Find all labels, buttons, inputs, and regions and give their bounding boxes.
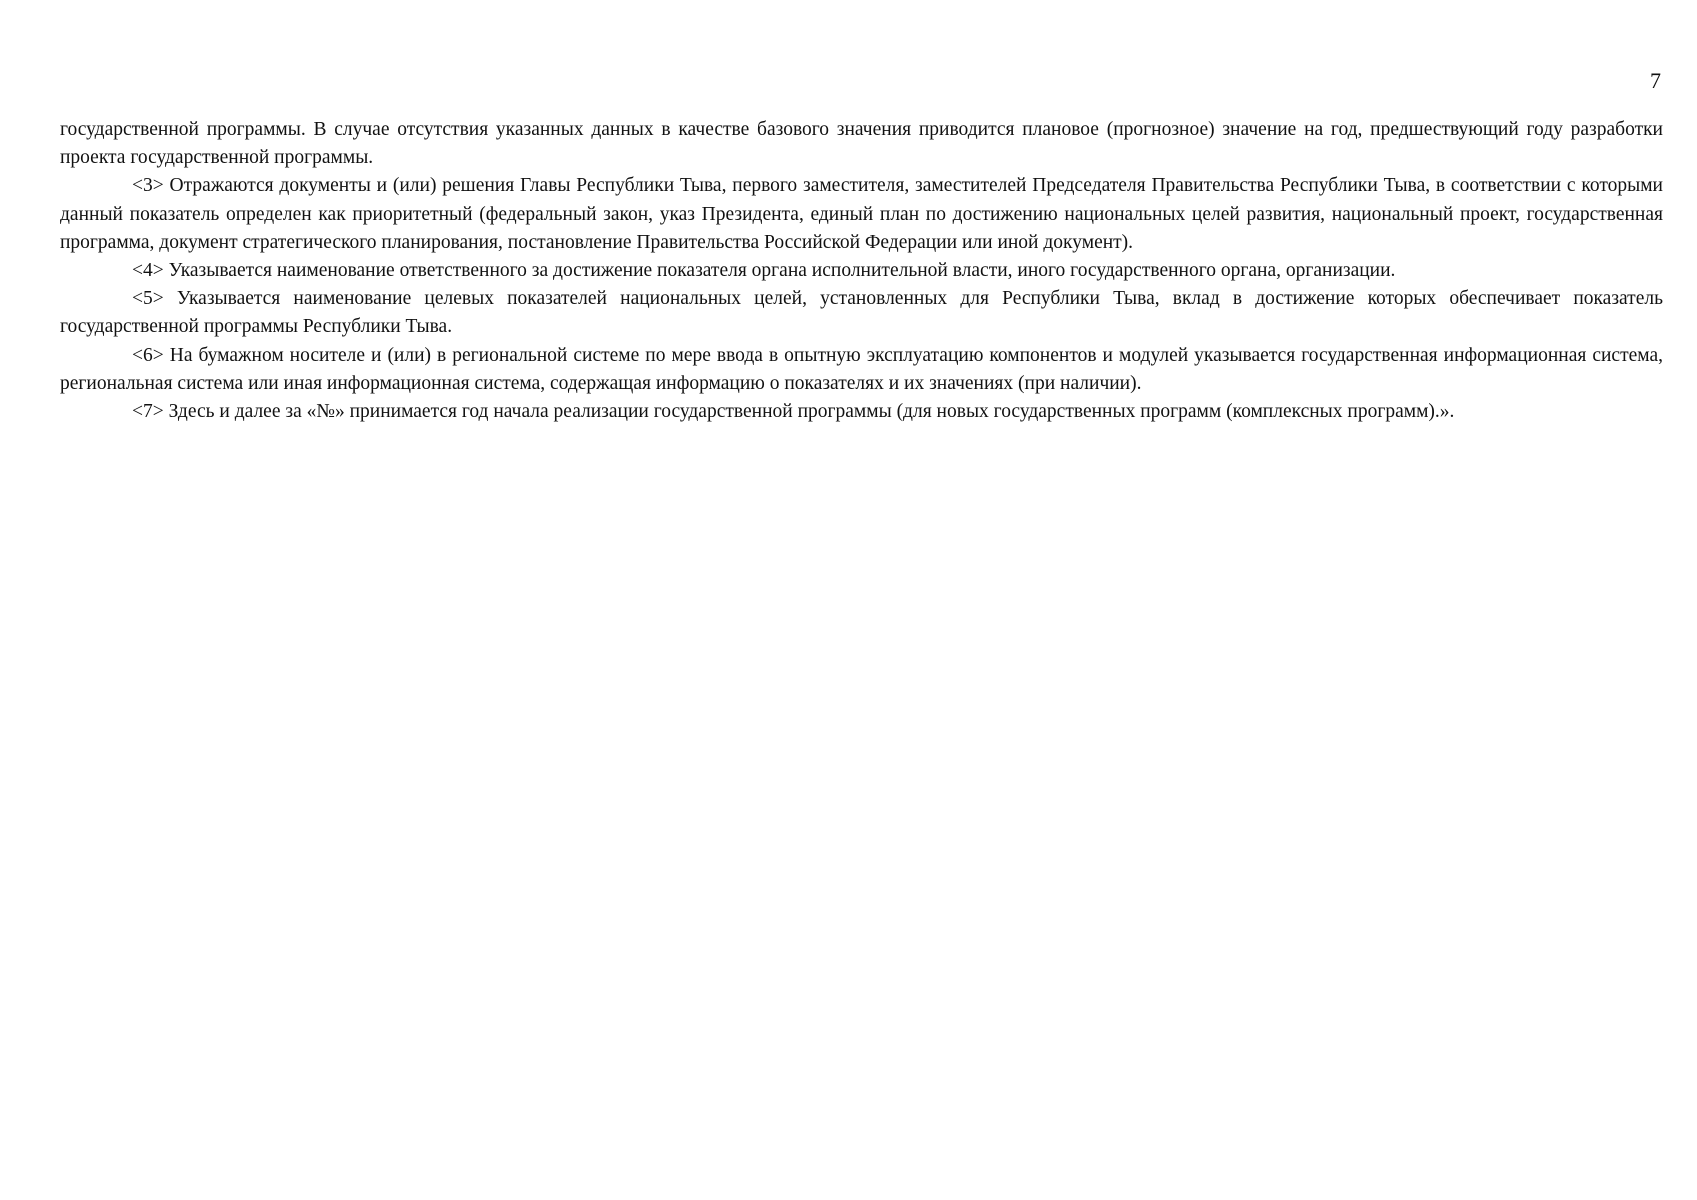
footnote-7: <7> Здесь и далее за «№» принимается год начала реализации государственной программы (для новых государственных программ (комплексных программ).». xyxy=(132,401,1455,423)
footnote-3: <3> Отражаются документы и (или) решения Главы Республики Тыва, первого заместителя, заместителей Председателя Правительства Республики Тыва, в соответствии с которыми данный показатель определен как приоритетный (федеральный закон, указ Президента, единый план по достижению национальных целей развития, национальный проект, государственная программа, документ стратегического планирования, постановление Правительства Российской Федерации или иной документ). xyxy=(60,175,1663,253)
footnote-6: <6> На бумажном носителе и (или) в региональной системе по мере ввода в опытную эксплуатацию компонентов и модулей указывается государственная информационная система, региональная система или иная информационная система, содержащая информацию о показателях и их значениях (при наличии). xyxy=(60,344,1663,394)
footnote-4: <4> Указывается наименование ответственного за достижение показателя органа исполнительной власти, иного государственного органа, организации. xyxy=(132,260,1396,282)
footnote-5: <5> Указывается наименование целевых показателей национальных целей, установленных для Республики Тыва, вклад в достижение которых обеспечивает показатель государственной программы Республики Тыва. xyxy=(60,288,1663,338)
page-number: 7 xyxy=(1650,68,1661,93)
paragraph-continuation: государственной программы. В случае отсутствия указанных данных в качестве базового значения приводится плановое (прогнозное) значение на год, предшествующий году разработки проекта государственной программы. xyxy=(60,119,1663,169)
footnotes-body xyxy=(60,116,1663,426)
